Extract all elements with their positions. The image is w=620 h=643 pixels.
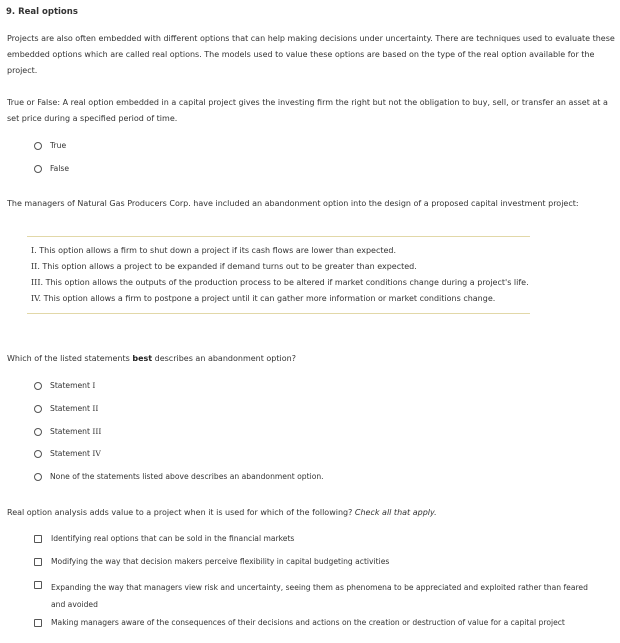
option-label: Statement IV [50,449,101,458]
q2-text-before: Which of the listed statements [7,354,133,363]
statement-2 [31,262,417,271]
option-label: None of the statements listed above describes an abandonment option. [50,472,324,481]
statement-text: This option allows a project to be expanded if demand turns out to be greater than expected. [42,262,417,271]
statement-number: I. [31,246,37,255]
radio-button[interactable] [34,165,42,173]
q3-option-3[interactable] [34,579,594,613]
radio-button[interactable] [34,142,42,150]
option-label: Expanding the way that managers view risk and uncertainty, seeing them as phenomena to be appreciated and exploited rather than feared and avoided [50,583,588,609]
intro-paragraph: Projects are also often embedded with different options that can help making decisions under uncertainty. There are techniques used to evaluate these embedded options which are called real options. The models used to value these options are based on the type of the real option available for the project. [7,34,615,75]
scenario-text: The managers of Natural Gas Producers Corp. have included an abandonment option into the design of a proposed capital investment project: [7,199,579,208]
statement-4 [31,294,495,303]
q2-text-after: describes an abandonment option? [152,354,296,363]
checkbox[interactable] [34,535,42,543]
q3-option-2[interactable] [34,557,389,566]
checkbox[interactable] [34,619,42,627]
radio-button[interactable] [34,382,42,390]
option-label: Making managers aware of the consequences of their decisions and actions on the creation or destruction of value for a capital project [51,618,565,627]
q2-option-statement-1[interactable] [34,381,95,390]
radio-button[interactable] [34,405,42,413]
q2-option-none[interactable] [34,472,324,481]
q2-option-statement-3[interactable] [34,427,101,436]
checkbox[interactable] [34,581,42,589]
option-label: Identifying real options that can be sold in the financial markets [51,534,295,543]
option-label: True [50,141,67,150]
radio-button[interactable] [34,450,42,458]
q2-text-bold: best [132,354,153,363]
q2-option-statement-4[interactable] [34,449,101,458]
q3-option-1[interactable] [34,534,294,543]
option-label: Statement II [50,404,99,413]
statement-text: This option allows a firm to postpone a project until it can gather more information or market conditions change. [43,294,496,303]
q1-option-false[interactable] [34,164,69,173]
checkbox[interactable] [34,558,42,566]
question-title: 9. Real options [6,7,78,17]
statement-number: II. [31,262,40,271]
radio-button[interactable] [34,428,42,436]
statement-1 [31,246,396,255]
q2-text [7,354,296,363]
q3-hint: Check all that apply. [354,508,437,517]
q1-text: True or False: A real option embedded in a capital project gives the investing firm the right but not the obligation to buy, sell, or transfer an asset at a set price during a specified period of time. [7,98,608,123]
q3-option-4[interactable] [34,618,565,627]
option-label: Modifying the way that decision makers perceive flexibility in capital budgeting activities [51,557,390,566]
statement-text: This option allows a firm to shut down a project if its cash flows are lower than expected. [39,246,397,255]
statement-number: IV. [31,294,42,303]
q2-option-statement-2[interactable] [34,404,98,413]
option-label: Statement I [50,381,96,390]
q3-question: Real option analysis adds value to a project when it is used for which of the following? [7,508,355,517]
statement-text: This option allows the outputs of the production process to be altered if market conditions change during a project's life. [45,278,529,287]
q1-option-true[interactable] [34,141,66,150]
q3-text [7,508,437,517]
statement-3 [31,278,529,287]
radio-button[interactable] [34,473,42,481]
statement-number: III. [31,278,44,287]
option-label: Statement III [50,427,102,436]
option-label: False [50,164,70,173]
